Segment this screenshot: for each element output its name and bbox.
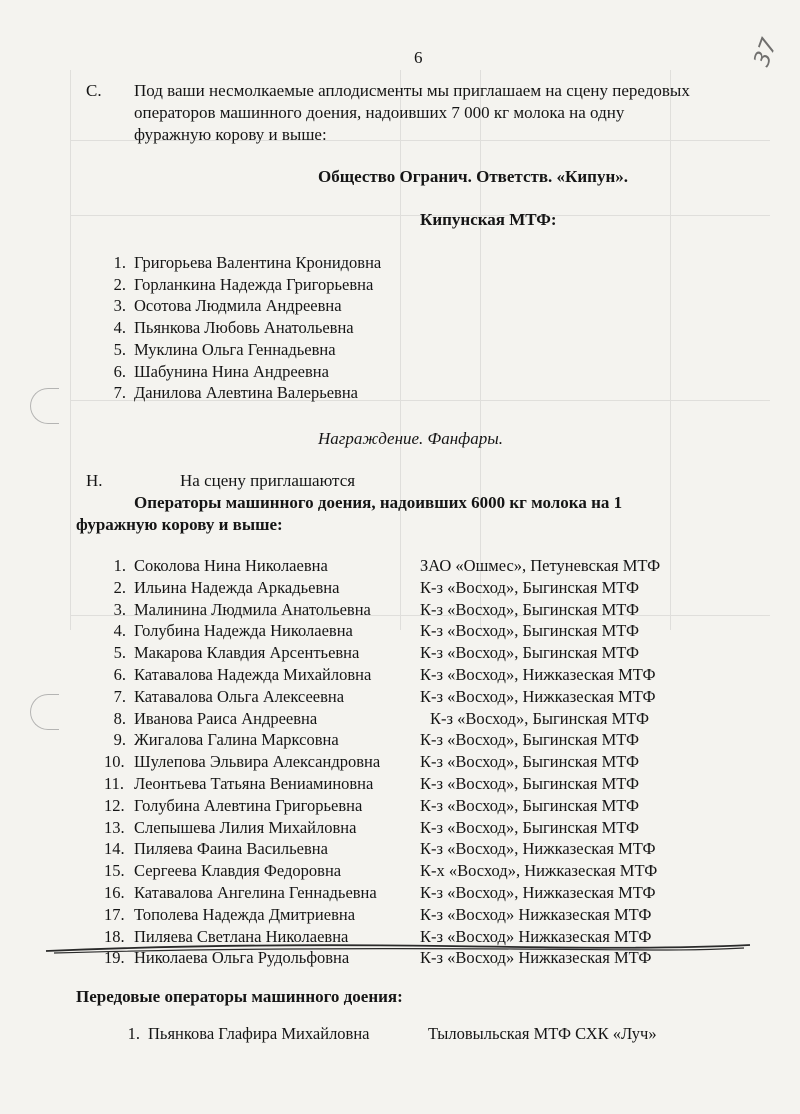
list-number: 9. [113, 730, 126, 750]
person-name: Жигалова Галина Марксовна [134, 730, 339, 750]
list-number: 1. [127, 1024, 140, 1043]
farm-name: К-з «Восход» Нижказеская МТФ [420, 926, 652, 946]
section-heading: Передовые операторы машинного доения: [76, 987, 403, 1006]
list-number: 19. [104, 948, 125, 968]
farm-name: К-з «Восход», Нижказеская МТФ [420, 665, 656, 684]
invite-text: На сцену приглашаются [180, 471, 356, 490]
person-name: Леонтьева Татьяна Вениаминовна [134, 774, 374, 793]
person-name: Осотова Людмила Андреевна [134, 296, 342, 316]
farm-name: К-з «Восход», Нижказеская МТФ [420, 839, 656, 859]
company-heading: Общество Огранич. Ответств. «Кипун». [318, 167, 629, 186]
list-number: 16. [104, 883, 125, 902]
list-number: 1. [113, 253, 126, 272]
paragraph-line: фуражную корову и выше: [134, 125, 327, 144]
list-number: 5. [113, 643, 126, 663]
list-number: 15. [104, 861, 125, 881]
list-number: 2. [113, 577, 126, 597]
list-number: 13. [104, 817, 125, 837]
paragraph-line: операторов машинного доения, надоивших 7 000 кг молока на одну [134, 103, 625, 122]
farm-name: К-з «Восход», Быгинская МТФ [420, 730, 639, 750]
person-name: Малинина Людмила Анатольевна [134, 599, 371, 619]
page-number: 6 [414, 48, 423, 67]
list-number: 3. [113, 599, 126, 619]
farm-name: К-з «Восход», Нижказеская МТФ [420, 883, 656, 902]
farm-name: К-з «Восход» Нижказеская МТФ [420, 948, 652, 968]
person-name: Соколова Нина Николаевна [134, 556, 328, 575]
person-name: Пьянкова Глафира Михайловна [148, 1024, 370, 1043]
farm-name: Тыловыльская МТФ СХК «Луч» [428, 1024, 657, 1043]
person-name: Катавалова Ангелина Геннадьевна [134, 883, 377, 902]
list-number: 4. [113, 621, 126, 641]
list-number: 14. [104, 839, 125, 859]
person-name: Григорьева Валентина Кронидовна [134, 253, 382, 272]
farm-name: К-з «Восход», Быгинская МТФ [420, 817, 639, 837]
person-name: Горланкина Надежда Григорьевна [134, 274, 374, 294]
farm-name: К-з «Восход», Быгинская МТФ [420, 752, 639, 772]
person-name: Николаева Ольга Рудольфовна [134, 948, 350, 968]
farm-name: К-з «Восход», Быгинская МТФ [420, 643, 639, 663]
person-name: Тополева Надежда Дмитриевна [134, 904, 356, 924]
person-name: Ильина Надежда Аркадьевна [134, 577, 340, 597]
list-number: 6. [113, 665, 126, 684]
farm-name: ЗАО «Ошмес», Петуневская МТФ [420, 556, 661, 575]
list-number: 17. [104, 904, 125, 924]
section-heading: Операторы машинного доения, надоивших 6000 кг молока на 1 [134, 493, 623, 512]
award-note: Награждение. Фанфары. [318, 429, 503, 448]
section-heading: фуражную корову и выше: [76, 515, 283, 534]
farm-name: К-з «Восход» Нижказеская МТФ [420, 904, 652, 924]
list-number: 18. [104, 926, 125, 946]
farm-name: К-з «Восход», Быгинская МТФ [420, 577, 639, 597]
section-marker: Н. [86, 471, 103, 490]
binder-hole-mark [30, 388, 59, 424]
person-name: Муклина Ольга Геннадьевна [134, 339, 336, 359]
list-number: 3. [113, 296, 126, 316]
person-name: Пиляева Светлана Николаевна [134, 926, 349, 946]
farm-name: К-з «Восход», Нижказеская МТФ [420, 686, 656, 706]
paragraph-line: Под ваши несмолкаемые аплодисменты мы приглашаем на сцену передовых [134, 81, 690, 100]
list-number: 10. [104, 752, 125, 772]
list-number: 7. [113, 383, 126, 403]
person-name: Пиляева Фаина Васильевна [134, 839, 328, 859]
person-name: Катавалова Надежда Михайловна [134, 665, 372, 684]
person-name: Макарова Клавдия Арсентьевна [134, 643, 360, 663]
person-name: Иванова Раиса Андреевна [134, 708, 318, 728]
list-number: 7. [113, 686, 126, 706]
list-number: 2. [113, 274, 126, 294]
person-name: Голубина Алевтина Григорьевна [134, 795, 363, 815]
farm-heading: Кипунская МТФ: [420, 210, 557, 229]
farm-name: К-з «Восход», Быгинская МТФ [430, 708, 649, 728]
person-name: Шулепова Эльвира Александровна [134, 752, 381, 772]
list-number: 1. [113, 556, 126, 575]
farm-name: К-з «Восход», Быгинская МТФ [420, 599, 639, 619]
list-number: 8. [113, 708, 126, 728]
binder-hole-mark [30, 694, 59, 730]
person-name: Катавалова Ольга Алексеевна [134, 686, 345, 706]
person-name: Данилова Алевтина Валерьевна [134, 383, 358, 403]
list-number: 6. [113, 361, 126, 381]
farm-name: К-х «Восход», Нижказеская МТФ [420, 861, 658, 881]
farm-name: К-з «Восход», Быгинская МТФ [420, 774, 639, 793]
handwritten-page-mark: 37 [749, 35, 783, 70]
person-name: Сергеева Клавдия Федоровна [134, 861, 342, 881]
person-name: Пьянкова Любовь Анатольевна [134, 318, 354, 338]
list-number: 5. [113, 339, 126, 359]
person-name: Слепышева Лилия Михайловна [134, 817, 357, 837]
list-number: 4. [113, 318, 126, 338]
list-number: 12. [104, 795, 125, 815]
person-name: Голубина Надежда Николаевна [134, 621, 353, 641]
farm-name: К-з «Восход», Быгинская МТФ [420, 795, 639, 815]
farm-name: К-з «Восход», Быгинская МТФ [420, 621, 639, 641]
list-number: 11. [104, 774, 125, 793]
person-name: Шабунина Нина Андреевна [134, 361, 329, 381]
section-marker: С. [86, 81, 102, 100]
